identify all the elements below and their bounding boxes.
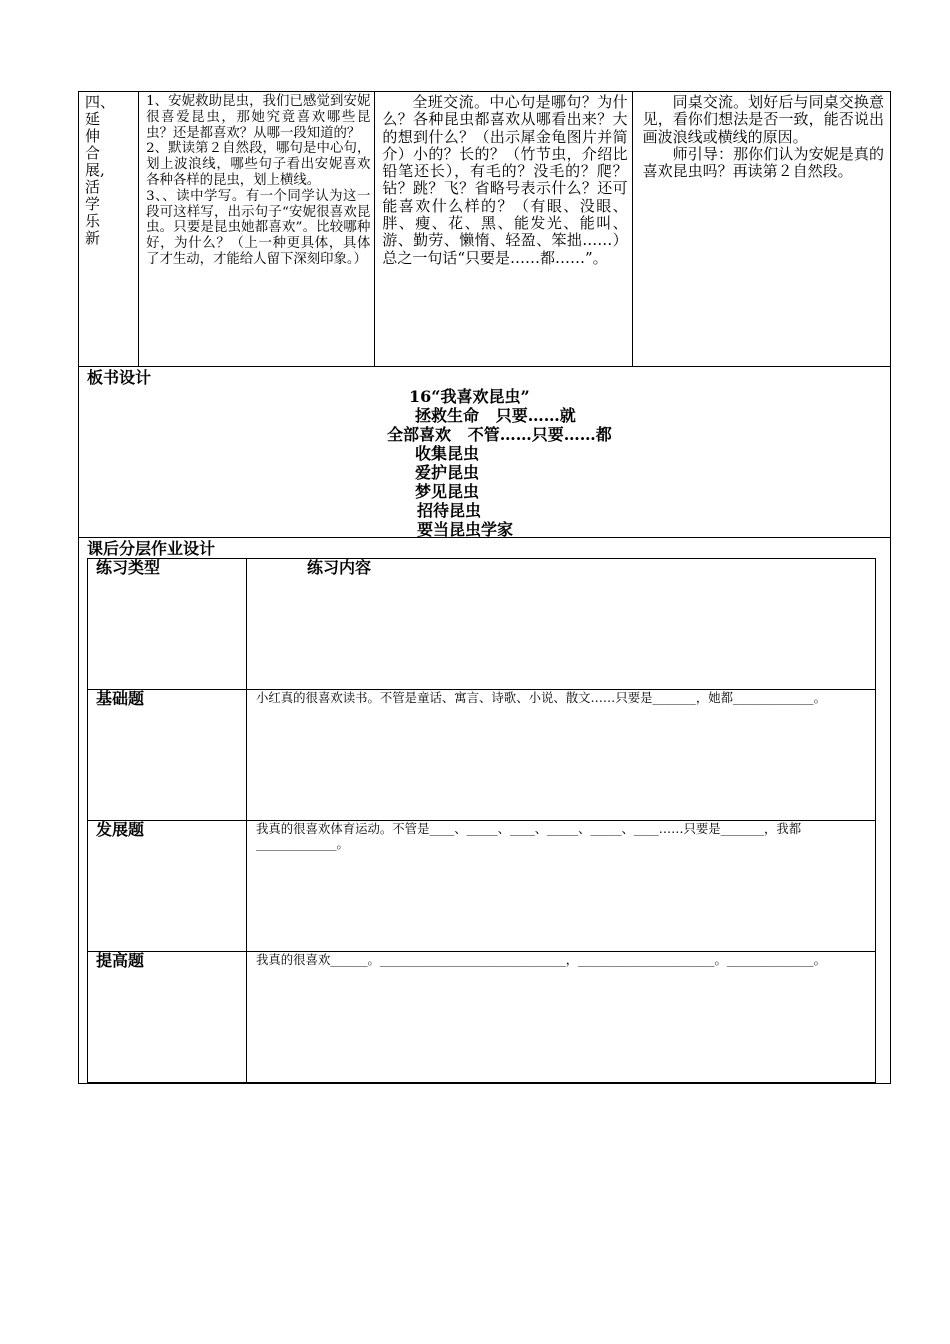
student-activity-item: 师引导：那你们认为安妮是真的喜欢昆虫吗？再读第２自然段。 [642, 144, 884, 181]
homework-row-advanced [88, 952, 876, 1083]
board-line: 全部喜欢 不管……只要……都 [387, 425, 612, 444]
homework-row-basic [88, 690, 876, 821]
lesson-row [79, 92, 891, 367]
homework-row [79, 538, 891, 1084]
stage-char: 学 [85, 195, 101, 213]
board-line: 16“我喜欢昆虫” [409, 387, 530, 406]
stage-char: 四、 [85, 93, 116, 111]
stage-char: 乐 [85, 212, 101, 230]
class-discussion-text: 全班交流。中心句是哪句？为什么？各种昆虫都喜欢从哪看出来？大的想到什么？（出示犀金龟图片并简介）小的？长的？（竹节虫，介绍比铅笔还长），有毛的？没毛的？爬？钻？跳？飞？省略号表示什么？还可能喜欢什么样的？（有眼、没眼、胖、瘦、花、黑、能发光、能叫、游、勤劳、懒惰、轻盈、笨拙……）总之一句话“只要是……都……”。 [382, 93, 628, 267]
homework-header-type: 练习类型 [88, 559, 247, 690]
board-line: 爱护昆虫 [415, 463, 480, 482]
homework-content: 我真的很喜欢______。______________________________，______________________。______________。 [247, 952, 876, 1083]
homework-table [87, 558, 876, 1083]
homework-header-row [88, 559, 876, 690]
lesson-plan-table [78, 91, 891, 1084]
homework-content: 小红真的很喜欢读书。不管是童话、寓言、诗歌、小说、散文……只要是_______，她都_____________。 [247, 690, 876, 821]
stage-char: 展, [85, 161, 105, 179]
student-activity-item: 同桌交流。划好后与同桌交换意见，看你们想法是否一致，能否说出画波浪线或横线的原因。 [642, 93, 884, 146]
teacher-activity-item: 2、默读第２自然段，哪句是中心句，划上波浪线，哪些句子看出安妮喜欢各种各样的昆虫，划上横线。 [146, 141, 371, 188]
board-design-title: 板书设计 [87, 368, 152, 387]
stage-char: 合 [85, 144, 101, 162]
homework-type: 基础题 [88, 690, 247, 821]
stage-char: 延 [85, 110, 101, 128]
board-line: 梦见昆虫 [415, 482, 480, 501]
homework-type: 提高题 [88, 952, 247, 1083]
homework-title: 课后分层作业设计 [87, 539, 216, 558]
board-design-cell [79, 367, 891, 538]
homework-header-content: 练习内容 [247, 559, 876, 690]
stage-char: 活 [85, 178, 101, 196]
stage-char: 新 [85, 229, 101, 247]
student-activity-cell [632, 92, 890, 367]
stage-char: 伸 [85, 127, 101, 145]
board-line: 要当昆虫学家 [417, 520, 514, 539]
board-line: 拯救生命 只要……就 [415, 406, 576, 425]
homework-row-develop [88, 821, 876, 952]
board-design-row [79, 367, 891, 538]
teacher-activity-item: 3、、读中学写。有一个同学认为这一段可这样写，出示句子“安妮很喜欢昆虫。只要是昆虫她都喜欢”。比较哪种好，为什么？（上一种更具体，具体了才生动，才能给人留下深刻印象。） [146, 188, 371, 267]
homework-content: 我真的很喜欢体育运动。不管是____、_____、____、_____、_____、____……只要是_______，我都_____________。 [247, 821, 876, 952]
class-discussion-cell [375, 92, 632, 367]
document-page [78, 91, 891, 1084]
homework-type: 发展题 [88, 821, 247, 952]
teacher-activity-item: 1、安妮救助昆虫，我们已感觉到安妮很喜爱昆虫，那她究竟喜欢哪些昆虫？还是都喜欢？从哪一段知道的？ [146, 94, 371, 141]
board-line: 收集昆虫 [415, 444, 480, 463]
board-content [79, 387, 890, 537]
board-line: 招待昆虫 [417, 501, 482, 520]
stage-cell [79, 92, 139, 367]
homework-cell [79, 538, 891, 1084]
teacher-activity-cell [139, 92, 375, 367]
